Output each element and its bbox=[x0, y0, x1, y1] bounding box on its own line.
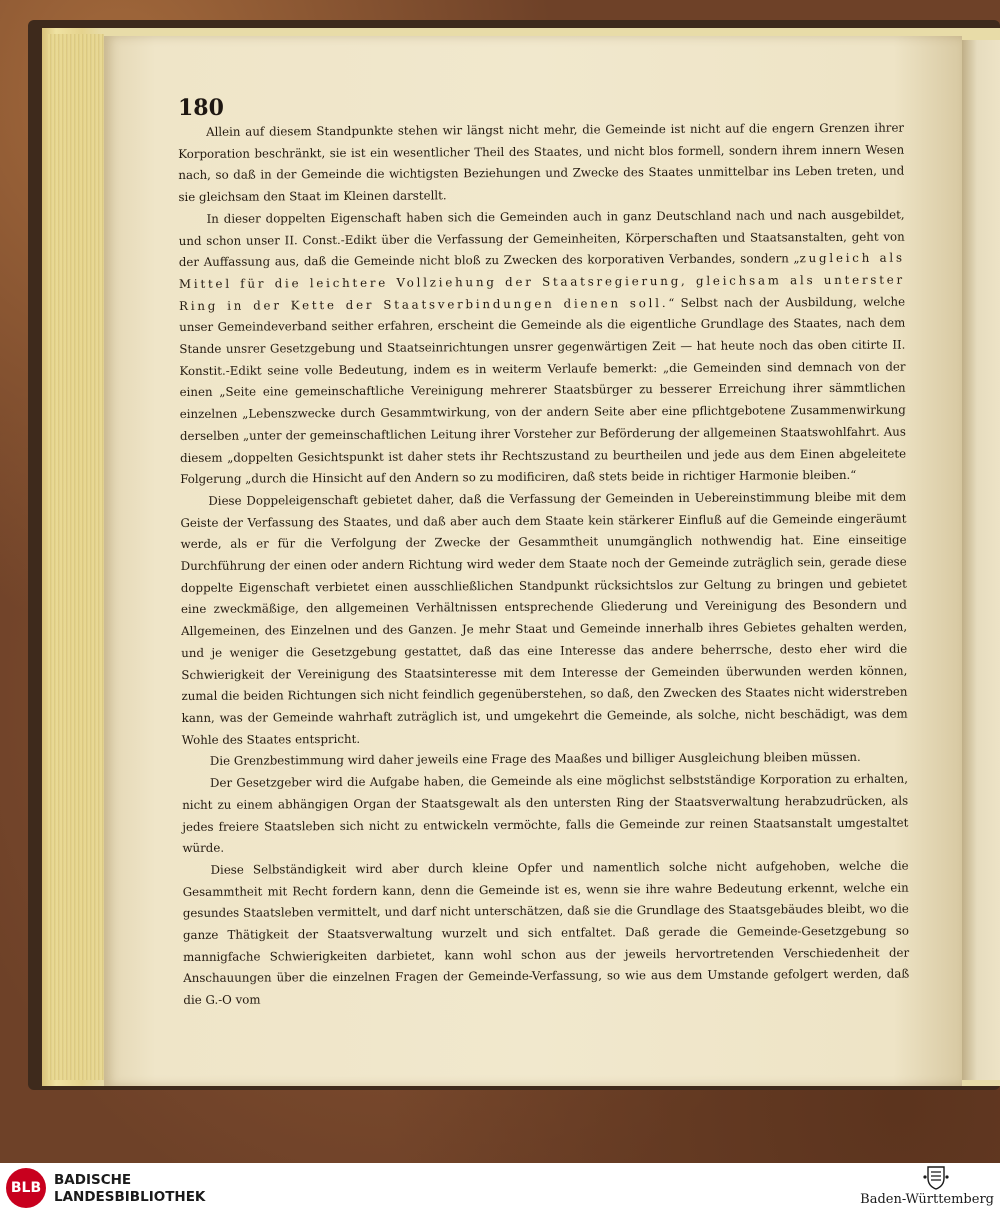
text-run: Der Gesetzgeber wird die Aufgabe haben, die Gemeinde als eine möglichst selbstständige Korporation zu erhalten, nicht zu einem abhängigen Organ der Staatsgewalt als den untersten Ring der Staatsverwaltung herabzudrücken, als jedes freiere Staatsleben sich nicht zu entwickeln vermöchte, falls die Gemeinde zur reinen Staatsanstalt umgestaltet würde. bbox=[182, 771, 909, 856]
blb-logo[interactable]: BLB bbox=[6, 1168, 46, 1208]
paragraph bbox=[179, 204, 907, 491]
page-number: 180 bbox=[178, 95, 224, 121]
paragraph bbox=[182, 769, 909, 860]
state-name[interactable]: Baden-Württemberg bbox=[860, 1192, 994, 1207]
text-run: Die Grenzbestimmung wird daher jeweils eine Frage des Maaßes und billiger Ausgleichung bleiben müssen. bbox=[209, 750, 861, 769]
page-stack bbox=[48, 34, 104, 1080]
text-run: In dieser doppelten Eigenschaft haben sich die Gemeinden auch in ganz Deutschland nach und nach ausgebildet, und schon unser II. Const.-Edikt über die Verfassung der Gemeinheiten, Körperschaften und Staatsanstalten, geht von der Auffassung aus, daß die Gemeinde nicht bloß zu Zwecken des korporativen Verbandes, sondern „ bbox=[178, 207, 905, 270]
paragraph bbox=[180, 487, 908, 752]
page-text bbox=[178, 118, 909, 1012]
text-run: Diese Doppeleigenschaft gebietet daher, daß die Verfassung der Gemeinden in Uebereinstimmung bleibe mit dem Geiste der Verfassung des Staates, und daß aber auch dem Staate kein stärkerer Einfluß auf die Gemeinde eingeräumt werde, als er für die Verfolgung der Zwecke der Gesammtheit unumgänglich nothwendig hat. Eine einseitige Durchführung der einen oder andern Richtung wird weder dem Staate noch der Gemeinde zuträglich sein, gerade diese doppelte Eigenschaft verbietet einen ausschließlichen Standpunkt rücksichtslos zur Geltung zu bringen und gebietet eine zweckmäßige, den allgemeinen Verhältnissen entsprechende Gliederung und Vereinigung des Besondern und Allgemeinen, des Einzelnen und des Ganzen. Je mehr Staat und Gemeinde innerhalb ihres Gebietes gehalten werden, und je weniger die Gesetzgebung gestattet, daß das eine Interesse das andere beherrsche, desto eher wird die Schwierigkeit der Vereinigung des Staatsinteresse mit dem Interesse der Gemeinden überwunden werden können, zumal die beiden Richtungen sich nicht feindlich gegenüberstehen, so daß, den Zwecken des Staates nicht widerstreben kann, was der Gemeinde wahrhaft zuträglich ist, und umgekehrt die Gemeinde, als solche, nicht beschädigt, was dem Wohle des Staates entspricht. bbox=[180, 489, 908, 747]
emphasized-text: zugleich als Mittel für die leichtere Vollziehung der Staatsregierung, gleichsam als unterster Ring in der Kette der Staatsverbindungen dienen soll. bbox=[178, 250, 906, 313]
text-run: “ Selbst nach der Ausbildung, welche unser Gemeindeverband seither erfahren, erscheint die Gemeinde als die eigentliche Grundlage des Staates, nach dem Stande unsrer Gesetzgebung und Staatseinrichtungen unsrer gegenwärtigen Zeit — hat heute noch das oben citirte II. Konstit.-Edikt seine volle Bedeutung, indem es in weiterm Verlaufe bemerkt: „die Gemeinden sind demnach von der einen „Seite eine gemeinschaftliche Vereinigung mehrerer Staatsbürger zu besserer Erreichung ihrer sämmtlichen einzelnen „Lebenszwecke durch Gesammtwirkung, von der andern Seite aber eine pflichtgebotene Zusammenwirkung derselben „unter der gemeinschaftlichen Leitung ihrer Vorsteher zur Beförderung der allgemeinen Staatswohlfahrt. Aus diesem „doppelten Gesichtspunkt ist daher stets ihr Rechtszustand zu beurtheilen und jede aus dem Einen abgeleitete Folgerung „durch die Hinsicht auf den Andern so zu modificiren, daß stets beide in richtiger Harmonie bleiben.“ bbox=[179, 294, 907, 487]
paragraph bbox=[178, 118, 905, 209]
library-name[interactable] bbox=[54, 1172, 205, 1206]
library-name-line1: BADISCHE bbox=[54, 1172, 132, 1188]
text-run: Diese Selbständigkeit wird aber durch kleine Opfer und namentlich solche nicht aufgehoben, welche die Gesammtheit mit Recht fordern kann, denn die Gemeinde ist es, wenn sie ihre wahre Bedeutung erkennt, welche ein gesundes Staatsleben vermittelt, und darf nicht unterschätzen, daß sie die Grundlage des Staatsgebäudes bleibt, wo die ganze Thätigkeit der Staatsverwaltung wurzelt und sich entfaltet. Daß gerade die Gemeinde-Gesetzgebung so mannigfache Schwierigkeiten darbietet, kann wohl schon aus der jeweils hervortretenden Verschiedenheit der Anschauungen über die einzelnen Fragen der Gemeinde-Verfassung, so wie aus dem Umstande gefolgert werden, daß die G.-O vom bbox=[182, 858, 910, 1008]
footer-bar bbox=[0, 1163, 1000, 1213]
state-crest-icon bbox=[922, 1165, 950, 1191]
text-run: Allein auf diesem Standpunkte stehen wir längst nicht mehr, die Gemeinde ist nicht auf die engern Grenzen ihrer Korporation beschränkt, sie ist ein wesentlicher Theil des Staates, und nicht blos formell, sondern ihrem innern Wesen nach, so daß in der Gemeinde die wichtigsten Beziehungen und Zwecke des Staates unmittelbar ins Leben treten, und sie gleichsam den Staat im Kleinen darstellt. bbox=[178, 120, 905, 205]
paragraph bbox=[183, 855, 910, 1011]
library-name-line2: LANDESBIBLIOTHEK bbox=[54, 1189, 206, 1205]
next-page-edge bbox=[962, 40, 1000, 1080]
